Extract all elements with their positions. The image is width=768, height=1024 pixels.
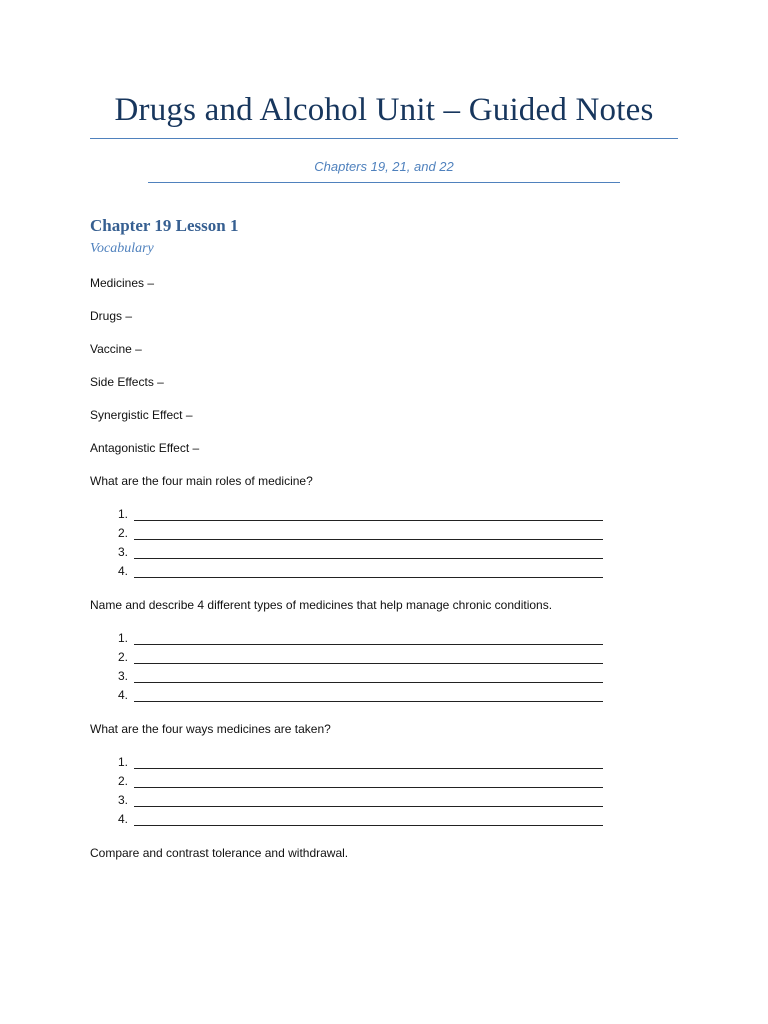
answer-blank[interactable] (0, 507, 768, 523)
question-medicine-roles: What are the four main roles of medicine? (90, 474, 313, 488)
answer-blank[interactable] (0, 669, 768, 685)
answer-line (134, 520, 603, 521)
vocab-term-synergistic-effect: Synergistic Effect – (90, 408, 193, 422)
question-ways-medicines-taken: What are the four ways medicines are taken? (90, 722, 331, 736)
answer-blank[interactable] (0, 650, 768, 666)
vocab-term-side-effects: Side Effects – (90, 375, 164, 389)
document-title: Drugs and Alcohol Unit – Guided Notes (114, 92, 654, 128)
question-chronic-medicines: Name and describe 4 different types of medicines that help manage chronic conditions. (90, 598, 553, 612)
answer-line (134, 577, 603, 578)
answer-line (134, 701, 603, 702)
answer-blank[interactable] (0, 526, 768, 542)
answer-blank[interactable] (0, 688, 768, 704)
answer-line (134, 825, 603, 826)
answer-number: 3. (117, 793, 128, 807)
answer-line (134, 682, 603, 683)
document-subtitle: Chapters 19, 21, and 22 (314, 159, 454, 174)
answer-number: 4. (117, 688, 128, 702)
answer-blank[interactable] (0, 631, 768, 647)
answer-number: 2. (117, 774, 128, 788)
answer-blank[interactable] (0, 774, 768, 790)
answer-blank[interactable] (0, 812, 768, 828)
answer-blank[interactable] (0, 564, 768, 580)
vocab-term-antagonistic-effect: Antagonistic Effect – (90, 441, 200, 455)
answer-number: 3. (117, 669, 128, 683)
answer-line (134, 539, 603, 540)
answer-line (134, 787, 603, 788)
answer-line (134, 558, 603, 559)
answer-line (134, 768, 603, 769)
title-divider (90, 138, 678, 139)
answer-line (134, 663, 603, 664)
answer-blank[interactable] (0, 755, 768, 771)
section-heading: Chapter 19 Lesson 1 (90, 216, 239, 235)
answer-line (134, 806, 603, 807)
answer-number: 1. (117, 631, 128, 645)
subtitle-divider (148, 182, 620, 183)
question-tolerance-withdrawal: Compare and contrast tolerance and withdrawal. (90, 846, 349, 860)
answer-number: 4. (117, 564, 128, 578)
answer-number: 4. (117, 812, 128, 826)
answer-number: 2. (117, 650, 128, 664)
answer-line (134, 644, 603, 645)
answer-blank[interactable] (0, 545, 768, 561)
vocab-term-medicines: Medicines – (90, 276, 155, 290)
vocab-term-vaccine: Vaccine – (90, 342, 142, 356)
answer-blank[interactable] (0, 793, 768, 809)
section-subheading: Vocabulary (90, 241, 154, 256)
answer-number: 1. (117, 507, 128, 521)
answer-number: 3. (117, 545, 128, 559)
vocab-term-drugs: Drugs – (90, 309, 133, 323)
answer-number: 2. (117, 526, 128, 540)
answer-number: 1. (117, 755, 128, 769)
